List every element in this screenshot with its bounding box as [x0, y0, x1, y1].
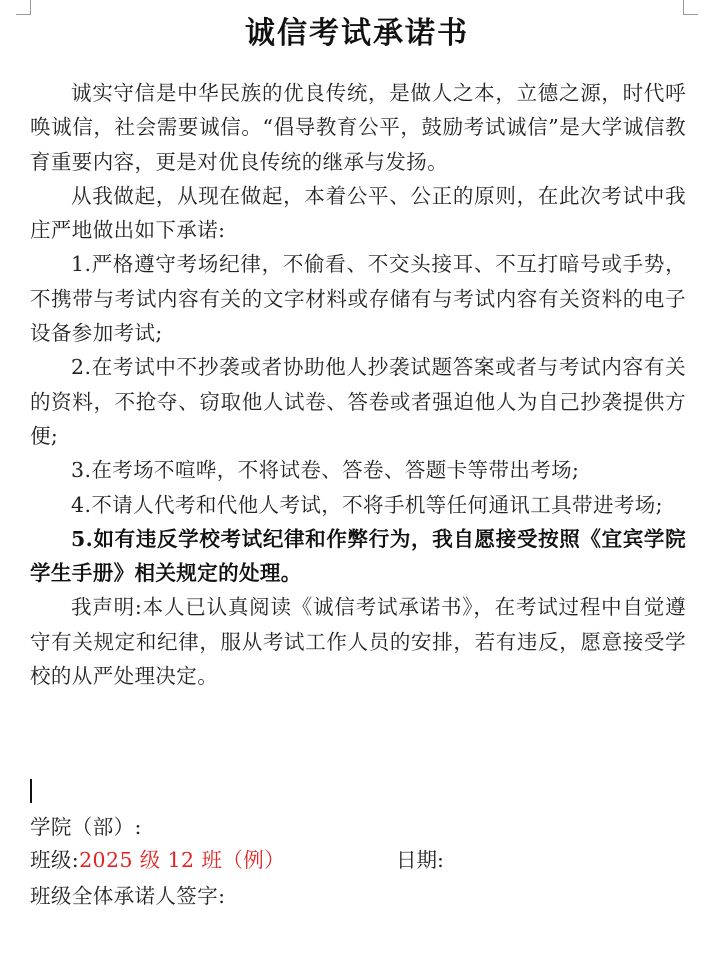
pledge-item-1: 1.严格遵守考场纪律，不偷看、不交头接耳、不互打暗号或手势，不携带与考试内容有关的文字材料或存储有与考试内容有关资料的电子设备参加考试; — [30, 252, 686, 346]
paragraph-intro: 诚实守信是中华民族的优良传统，是做人之本，立德之源，时代呼唤诚信，社会需要诚信。“倡导教育公平，鼓励考试诚信”是大学诚信教育重要内容，更是对优良传统的继承与发扬。 — [30, 81, 686, 174]
pledge-item-5: 5.如有违反学校考试纪律和作弊行为，我自愿接受按照《宜宾学院学生手册》相关规定的处理。 — [30, 526, 686, 586]
class-value: 2025 级 12 班（例） — [79, 848, 286, 872]
paragraph-pledge-lead: 从我做起，从现在做起，本着公平、公正的原则，在此次考试中我庄严地做出如下承诺: — [30, 183, 686, 243]
document-title: 诚信考试承诺书 — [245, 16, 469, 51]
college-field[interactable] — [30, 812, 142, 842]
pledge-item-4: 4.不请人代考和代他人考试，不将手机等任何通讯工具带进考场; — [71, 492, 663, 517]
text-cursor — [30, 779, 32, 803]
pledge-item-3: 3.在考场不喧哗，不将试卷、答卷、答题卡等带出考场; — [71, 458, 580, 483]
signature-field[interactable] — [30, 881, 225, 911]
class-field[interactable] — [30, 845, 285, 875]
class-label: 班级: — [30, 848, 80, 872]
paragraph-declaration: 我声明:本人已认真阅读《诚信考试承诺书》，在考试过程中自觉遵守有关规定和纪律，服从考试工作人员的安排，若有违反，愿意接受学校的从严处理决定。 — [30, 595, 686, 689]
college-label: 学院（部）: — [30, 815, 142, 839]
date-label: 日期: — [396, 848, 444, 872]
date-field[interactable] — [396, 845, 444, 875]
pledge-item-2: 2.在考试中不抄袭或者协助他人抄袭试题答案或者与考试内容有关的资料，不抢夺、窃取他人试卷、答卷或者强迫他人为自己抄袭提供方便; — [30, 355, 686, 448]
signature-label: 班级全体承诺人签字: — [30, 884, 226, 908]
document-body[interactable] — [30, 76, 686, 693]
